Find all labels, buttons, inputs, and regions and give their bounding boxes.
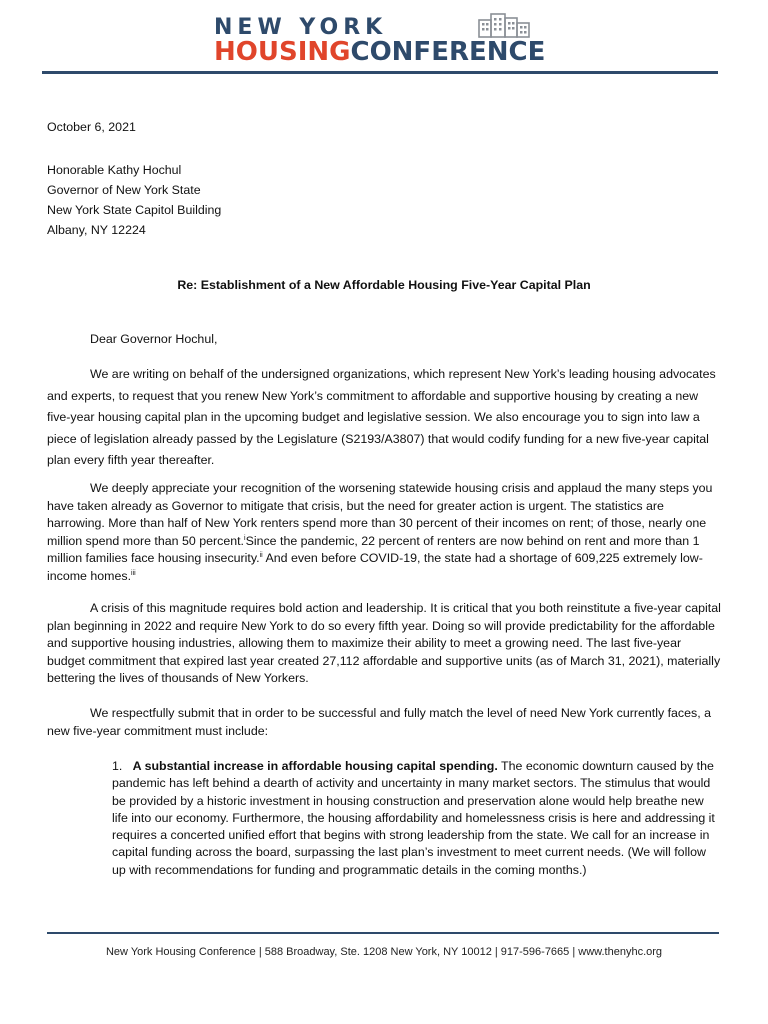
subject-line: Re: Establishment of a New Affordable Housing Five-Year Capital Plan (177, 278, 591, 292)
footer-contact: New York Housing Conference | 588 Broadway, Ste. 1208 New York, NY 10012 | 917-596-7665 | www.thenyhc.org (105, 946, 663, 958)
buildings-icon (476, 10, 532, 38)
recipient-address (47, 160, 221, 240)
logo-wordmark (214, 37, 545, 67)
address-line: New York State Capitol Building (47, 203, 222, 217)
paragraph-4: We respectfully submit that in order to be successful and fully match the level of need New York currently faces, a new five-year commitment must include: (47, 706, 711, 738)
paragraph-1: We are writing on behalf of the undersigned organizations, which represent New York’s leading housing advocates and experts, to request that you renew New York’s commitment to affordable and supportive housing by creating a new five-year housing capital plan in the upcoming budget and legislative session. We also encourage you to sign into law a piece of legislation already passed by the Legislature (S2193/A3807) that would codify funding for a new five-year capital plan every fifth year thereafter. (47, 367, 716, 467)
letter-date: October 6, 2021 (47, 120, 136, 134)
address-line: Honorable Kathy Hochul (47, 163, 182, 177)
paragraph-2-part-b: Since the pandemic, 22 percent of renters are now behind on rent and more than 1 million families face housing insecurity. (47, 533, 700, 566)
address-line: Governor of New York State (47, 183, 201, 197)
header-rule (42, 71, 718, 74)
list-item-text: The economic downturn caused by the pandemic has left behind a dearth of activity and uncertainty in many market sectors. The stimulus that would be provided by a historic investment in housing construction and preservation alone would help breathe new life into our economy. Furthermore, the housing affordability and homelessness crisis is here and addressing it requires a concerted unified effort that begins with strong leadership from the state. We call for an increase in capital funding across the board, surpassing the last plan’s investment to meet current needs. (We will follow up with recommendations for funding and programmatic details in the coming months.) (112, 759, 715, 877)
paragraph-2 (47, 480, 722, 586)
paragraph-2-part-a: We deeply appreciate your recognition of the worsening statewide housing crisis and applaud the many steps you have taken already as Governor to mitigate that crisis, but the need for greater action is urgent. The statistics are harrowing. More than half of New York renters spend more than 30 percent of their incomes on rent; of those, nearly one million spend more than 50 percent. (47, 481, 713, 548)
letterhead (0, 0, 768, 80)
endnote-marker: iii (131, 569, 136, 577)
paragraph-2-part-c: And even before COVID-19, the state had a shortage of 609,225 extremely low-income homes. (47, 551, 703, 583)
paragraph-3: A crisis of this magnitude requires bold action and leadership. It is critical that you both reinstitute a five-year capital plan beginning in 2022 and require New York to do so every fifth year. Doing so will provide predictability for the affordable and supportive housing industries, allowing them to maximize their ability to meet a growing need. The last five-year budget commitment that expired last year created 27,112 affordable and supportive units (as of March 31, 2021), materially bettering the lives of thousands of New Yorkers. (47, 601, 721, 686)
address-line: Albany, NY 12224 (47, 223, 146, 237)
endnote-marker: i (244, 534, 246, 542)
list-item-number: 1. (112, 759, 123, 773)
list-item (112, 758, 722, 879)
logo-top-text: NEW YORK (214, 15, 388, 40)
logo-housing-text: HOUSING (214, 37, 351, 67)
list-item-heading: A substantial increase in affordable housing capital spending. (132, 759, 498, 773)
footer-rule (47, 932, 719, 934)
endnote-marker: ii (259, 552, 263, 560)
logo-conference-text: CONFERENCE (350, 37, 546, 67)
salutation: Dear Governor Hochul, (90, 332, 218, 346)
